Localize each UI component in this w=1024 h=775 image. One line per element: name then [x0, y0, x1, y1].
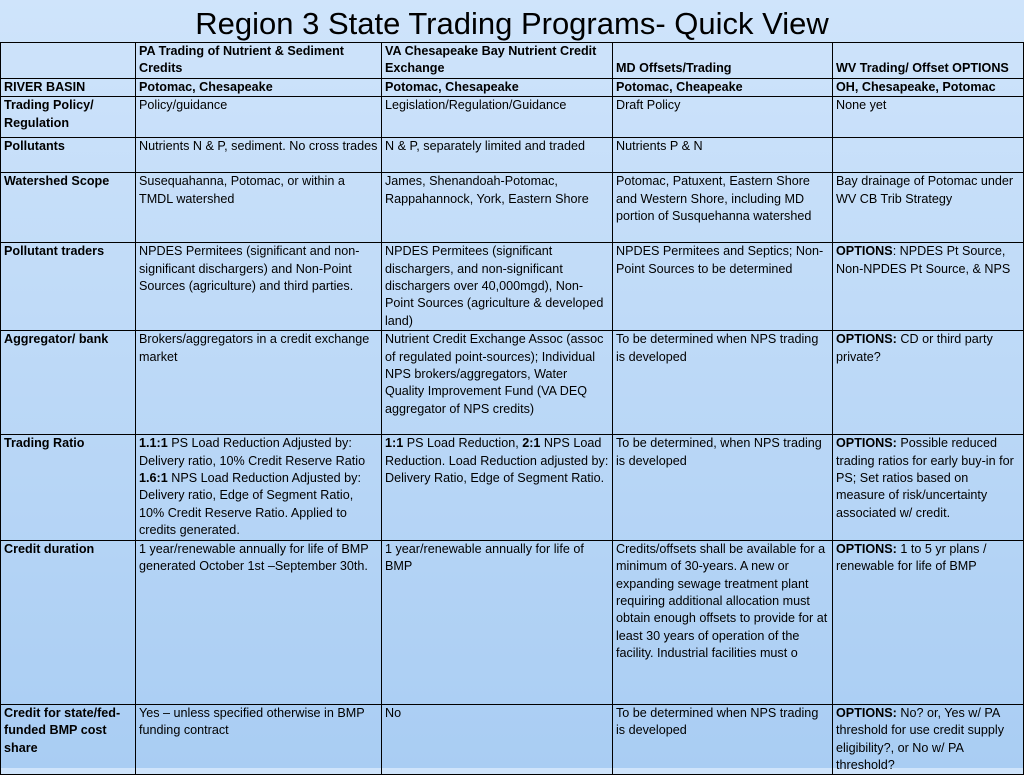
row-label-river-basin: RIVER BASIN [1, 78, 136, 96]
cell-trading-ratio-wv [833, 435, 1024, 540]
cell-text-segment: 1.1:1 [139, 436, 168, 451]
options-text: Possible reduced trading ratios for early buy-in for PS; Set ratios based on measure of risk/uncertainty associated w/ credit. [836, 436, 1014, 520]
cell-watershed-scope-va: James, Shenandoah-Potomac, Rappahannock, York, Eastern Shore [382, 173, 613, 243]
row-label-pollutant-traders: Pollutant traders [1, 243, 136, 331]
cell-text-segment: PS Load Reduction Adjusted by: Delivery ratio, 10% Credit Reserve Ratio [139, 436, 366, 468]
cell-pollutants-va: N & P, separately limited and traded [382, 138, 613, 173]
cell-trading-ratio-pa [136, 435, 382, 540]
cell-aggregator-bank-pa: Brokers/aggregators in a credit exchange market [136, 331, 382, 435]
cell-trading-policy-md: Draft Policy [613, 97, 833, 138]
trading-programs-table [0, 42, 1024, 775]
cell-credit-duration-pa: 1 year/renewable annually for life of BMP generated October 1st –September 30th. [136, 540, 382, 704]
table-row [1, 173, 1024, 243]
page-title: Region 3 State Trading Programs- Quick View [195, 6, 829, 41]
cell-aggregator-bank-md: To be determined when NPS trading is developed [613, 331, 833, 435]
cell-trading-ratio-va [382, 435, 613, 540]
row-label-credit-duration: Credit duration [1, 540, 136, 704]
row-label-aggregator-bank: Aggregator/ bank [1, 331, 136, 435]
cell-trading-ratio-md: To be determined, when NPS trading is developed [613, 435, 833, 540]
cell-river-basin-pa: Potomac, Chesapeake [136, 78, 382, 96]
table-row [1, 138, 1024, 173]
cell-text-segment: PS Load Reduction, [403, 436, 523, 451]
cell-river-basin-va: Potomac, Chesapeake [382, 78, 613, 96]
table-row [1, 243, 1024, 331]
cell-credit-duration-wv [833, 540, 1024, 704]
cell-credit-state-fed-bmp-pa: Yes – unless specified otherwise in BMP funding contract [136, 704, 382, 775]
cell-watershed-scope-wv: Bay drainage of Potomac under WV CB Trib Strategy [833, 173, 1024, 243]
table-row [1, 97, 1024, 138]
cell-river-basin-wv: OH, Chesapeake, Potomac [833, 78, 1024, 96]
row-label-pollutants: Pollutants [1, 138, 136, 173]
cell-pollutant-traders-wv [833, 243, 1024, 331]
table-row [1, 704, 1024, 775]
options-text: 1 to 5 yr plans / renewable for life of BMP [836, 541, 987, 574]
table-row [1, 78, 1024, 96]
header-row [1, 43, 1024, 79]
cell-text-segment: NPS Load Reduction Adjusted by: Delivery ratio, Edge of Segment Ratio, 10% Credit Reserve Ratio. Applied to credits generated. [139, 471, 361, 538]
cell-watershed-scope-pa: Susequahanna, Potomac, or within a TMDL watershed [136, 173, 382, 243]
table-row [1, 540, 1024, 704]
row-label-watershed-scope: Watershed Scope [1, 173, 136, 243]
cell-pollutants-pa: Nutrients N & P, sediment. No cross trades [136, 138, 382, 173]
cell-aggregator-bank-va: Nutrient Credit Exchange Assoc (assoc of regulated point-sources); Individual NPS brokers/aggregators, Water Quality Improvement Fund (VA DEQ aggregator of NPS credits) [382, 331, 613, 435]
options-label: OPTIONS: [836, 705, 897, 720]
header-cell-pa: PA Trading of Nutrient & Sediment Credits [136, 43, 382, 79]
options-text: No? or, Yes w/ PA threshold for use credit supply eligibility?, or No w/ PA threshold? [836, 705, 1005, 772]
cell-pollutant-traders-pa: NPDES Permitees (significant and non-significant dischargers) and Non-Point Sources (agriculture) and third parties. [136, 243, 382, 331]
cell-credit-duration-md: Credits/offsets shall be available for a minimum of 30-years. A new or expanding sewage treatment plant requiring additional allocation must obtain enough offsets to provide for at least 30 years of operation of the facility. Industrial facilities must o [613, 540, 833, 704]
header-cell-wv: WV Trading/ Offset OPTIONS [833, 43, 1024, 79]
cell-pollutants-wv [833, 138, 1024, 173]
options-label: OPTIONS [836, 244, 893, 259]
options-text: : NPDES Pt Source, Non-NPDES Pt Source, & NPS [836, 244, 1011, 276]
cell-trading-policy-wv: None yet [833, 97, 1024, 138]
cell-text-segment: 1.6:1 [139, 471, 168, 486]
table-row [1, 331, 1024, 435]
cell-trading-policy-pa: Policy/guidance [136, 97, 382, 138]
options-label: OPTIONS: [836, 541, 897, 556]
header-cell-md: MD Offsets/Trading [613, 43, 833, 79]
cell-credit-state-fed-bmp-va: No [382, 704, 613, 775]
cell-text-segment: 1:1 [385, 436, 404, 451]
cell-credit-state-fed-bmp-md: To be determined when NPS trading is developed [613, 704, 833, 775]
cell-aggregator-bank-wv [833, 331, 1024, 435]
cell-pollutant-traders-va: NPDES Permitees (significant dischargers, and non-significant dischargers over 40,000mgd), Non-Point Sources (agriculture & developed land) [382, 243, 613, 331]
options-label: OPTIONS: [836, 436, 897, 451]
header-cell-va: VA Chesapeake Bay Nutrient Credit Exchange [382, 43, 613, 79]
table-row [1, 435, 1024, 540]
options-label: OPTIONS: [836, 332, 897, 347]
cell-credit-duration-va: 1 year/renewable annually for life of BMP [382, 540, 613, 704]
row-label-trading-policy: Trading Policy/ Regulation [1, 97, 136, 138]
cell-text-segment: 2:1 [522, 436, 541, 451]
cell-pollutants-md: Nutrients P & N [613, 138, 833, 173]
cell-watershed-scope-md: Potomac, Patuxent, Eastern Shore and Western Shore, including MD portion of Susquehanna watershed [613, 173, 833, 243]
cell-pollutant-traders-md: NPDES Permitees and Septics; Non-Point Sources to be determined [613, 243, 833, 331]
options-text: CD or third party private? [836, 332, 993, 364]
row-label-trading-ratio: Trading Ratio [1, 435, 136, 540]
cell-river-basin-md: Potomac, Cheapeake [613, 78, 833, 96]
cell-credit-state-fed-bmp-wv [833, 704, 1024, 775]
cell-text-segment: NPS Load Reduction. Load Reduction adjusted by: Delivery Ratio, Edge of Segment Ratio. [385, 436, 609, 486]
header-cell-blank [1, 43, 136, 79]
cell-trading-policy-va: Legislation/Regulation/Guidance [382, 97, 613, 138]
row-label-credit-state-fed-bmp: Credit for state/fed-funded BMP cost share [1, 704, 136, 775]
